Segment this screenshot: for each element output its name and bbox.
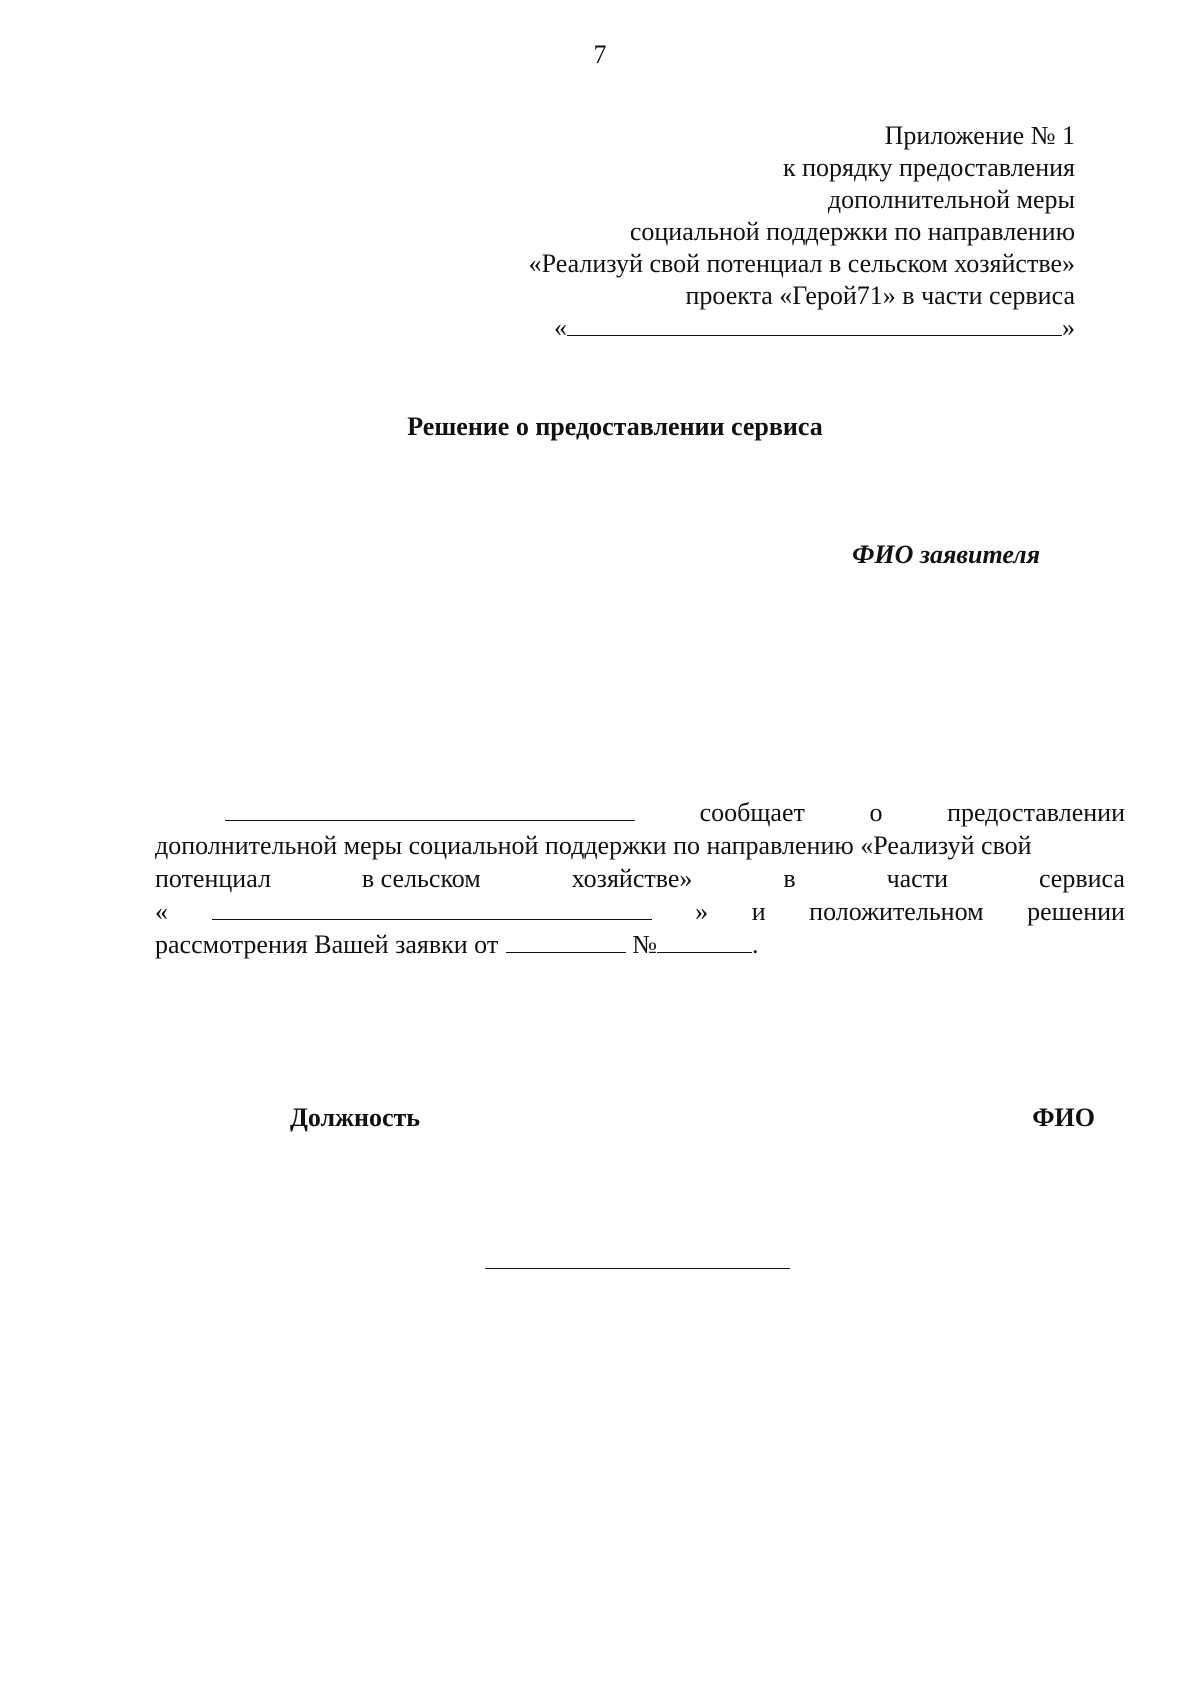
- application-number-blank: [657, 951, 752, 953]
- service-name-underline: [567, 334, 1062, 336]
- body-word: сообщает: [699, 798, 805, 827]
- body-word: хозяйстве»: [571, 864, 693, 893]
- annex-line-4: социальной поддержки по направлению: [629, 217, 1075, 246]
- annex-line-2: к порядку предоставления: [783, 153, 1075, 182]
- quote-open: «: [554, 313, 567, 342]
- annex-line-5: «Реализуй свой потенциал в сельском хозяйстве»: [528, 249, 1075, 278]
- signatory-name-label: ФИО: [1032, 1103, 1095, 1132]
- body-line-3: [155, 864, 1125, 896]
- annex-header: [529, 120, 1075, 344]
- organization-blank: [225, 819, 635, 821]
- body-line-4: [155, 897, 1125, 929]
- body-word: решении: [1027, 897, 1125, 926]
- body-word: в сельском: [361, 864, 481, 893]
- body-word: предоставлении: [947, 798, 1125, 827]
- applicant-name-label: ФИО заявителя: [852, 540, 1040, 569]
- body-text: дополнительной меры социальной поддержки по направлению «Реализуй свой: [155, 831, 1032, 860]
- body-word: и: [751, 897, 766, 926]
- signatory-position-label: Должность: [290, 1103, 421, 1132]
- body-word: о: [869, 798, 883, 827]
- body-line-1: [155, 798, 1125, 830]
- body-line-5: [155, 930, 1125, 962]
- number-sign: №: [632, 930, 658, 959]
- annex-line-3: дополнительной меры: [827, 185, 1075, 214]
- period: .: [752, 930, 759, 959]
- body-word: в: [783, 864, 796, 893]
- body-text: рассмотрения Вашей заявки от: [155, 930, 499, 959]
- annex-line-1: Приложение № 1: [884, 121, 1075, 150]
- body-line-2: [155, 831, 1125, 863]
- quote-close: »: [695, 897, 709, 926]
- annex-line-6: проекта «Герой71» в части сервиса: [685, 281, 1075, 310]
- annex-service-name-blank: [529, 312, 1075, 344]
- signature-line: [485, 1268, 790, 1269]
- page-number: 7: [593, 40, 607, 69]
- application-date-blank: [506, 951, 626, 953]
- quote-open: «: [155, 897, 168, 926]
- document-title: Решение о предоставлении сервиса: [407, 412, 823, 441]
- quote-close: »: [1062, 313, 1075, 342]
- body-word: потенциал: [155, 864, 271, 893]
- body-word: положительном: [809, 897, 984, 926]
- body-word: части: [886, 864, 948, 893]
- service-blank: [212, 918, 652, 920]
- body-word: сервиса: [1038, 864, 1125, 893]
